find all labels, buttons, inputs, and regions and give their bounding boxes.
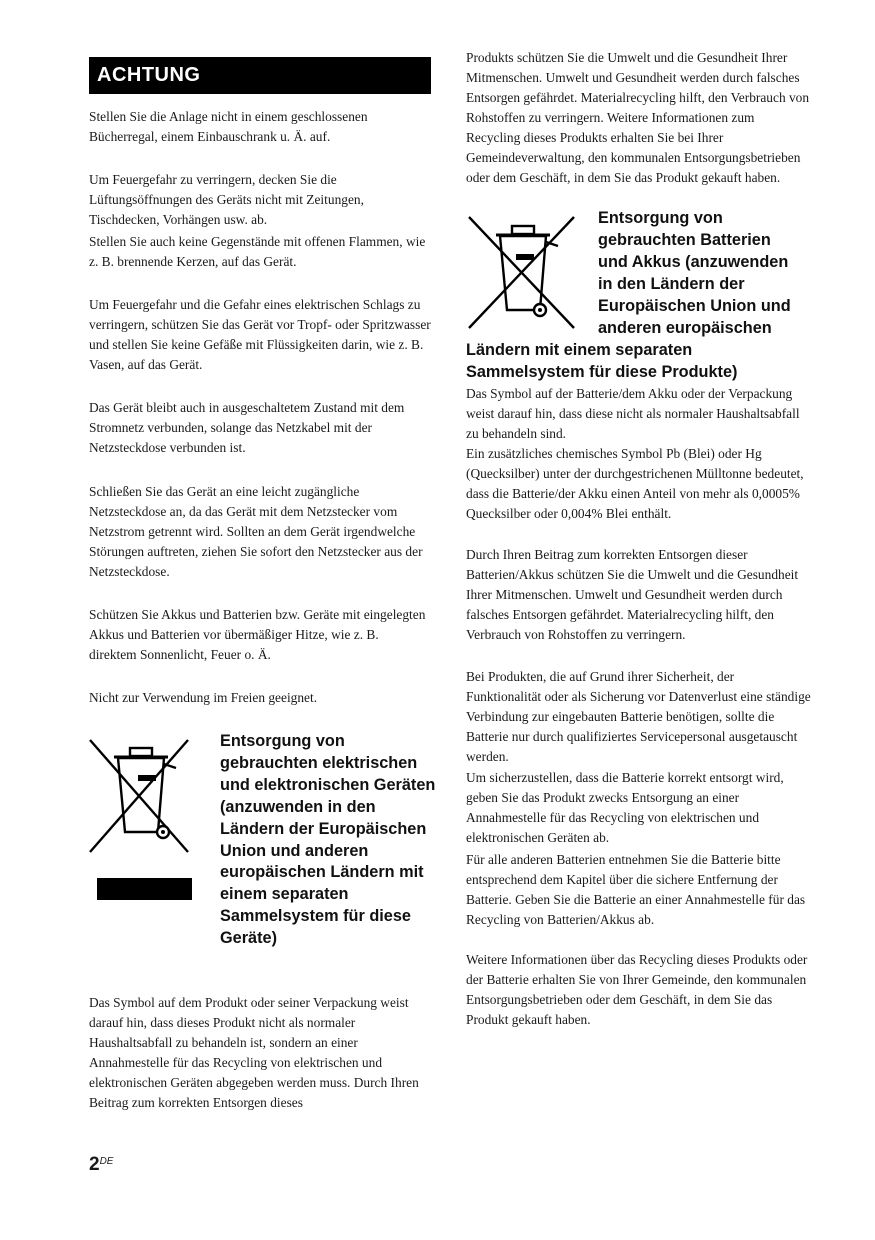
battery-paragraph-ensure: Um sicherzustellen, dass die Batterie korrekt entsorgt wird, geben Sie das Produkt zwecks Entsorgung an einer Annahmestelle für das Recycling von elektrischen und elektronischen Geräten ab. [466,770,784,845]
paragraph-water: Um Feuergefahr und die Gefahr eines elektrischen Schlags zu verringern, schützen Sie das Gerät vor Tropf- oder Spritzwasser und stellen Sie keine Gefäße mit Flüssigkeiten darin, wie z. B. Vasen, auf das Gerät. [89,297,431,372]
battery-paragraph-symbol: Das Symbol auf der Batterie/dem Akku oder der Verpackung weist darauf hin, dass diese nicht als normaler Haushaltsabfall zu behandeln sind. [466,386,800,441]
battery-heading-line-6: anderen europäischen [598,319,772,337]
battery-heading-line-8: Sammelsystem für diese Produkte) [466,363,738,381]
battery-heading-line-1: Entsorgung von [598,209,723,227]
paragraph-power-connection: Das Gerät bleibt auch in ausgeschaltetem Zustand mit dem Stromnetz verbunden, solange das Netzkabel mit der Netzsteckdose verbunden ist. [89,400,405,455]
paragraph-indoor-only: Nicht zur Verwendung im Freien geeignet. [89,690,318,705]
weee-heading: Entsorgung von gebrauchten elektrischen und elektronischen Geräten (anzuwenden in den Ländern der Europäischen Union und anderen europäischen Ländern mit einem separaten Sammelsystem für diese Geräte) [220,732,436,948]
achtung-header: ACHTUNG [89,57,431,94]
paragraph-ventilation: Um Feuergefahr zu verringern, decken Sie die Lüftungsöffnungen des Geräts nicht mit Zeitungen, Tischdecken, Vorhängen usw. ab. [89,172,364,227]
weee-black-bar [97,878,192,900]
battery-heading-line-4: in den Ländern der [598,275,745,293]
weee-crossed-bin-icon [88,738,192,856]
battery-paragraph-more-info: Weitere Informationen über das Recycling dieses Produkts oder der Batterie erhalten Sie von Ihrer Gemeinde, den kommunalen Entsorgungsbetrieben oder dem Geschäft, in dem Sie das Produkt gekauft haben. [466,952,808,1027]
battery-heading-line-2: gebrauchten Batterien [598,231,771,249]
battery-heading-line-3: und Akkus (anzuwenden [598,253,789,271]
battery-heading-line-5: Europäischen Union und [598,297,791,315]
paragraph-bookshelf: Stellen Sie die Anlage nicht in einem geschlossenen Bücherregal, einem Einbauschrank u. Ä. auf. [89,109,368,144]
battery-paragraph-disposal: Durch Ihren Beitrag zum korrekten Entsorgen dieser Batterien/Akkus schützen Sie die Umwelt und die Gesundheit Ihrer Mitmenschen. Umwelt und Gesundheit werden durch falsches Entsorgen gefährdet. Materialrecycling hilft, den Verbrauch von Rohstoffen zu verringern. [466,547,799,642]
battery-crossed-bin-icon [466,214,578,332]
paragraph-battery-heat: Schützen Sie Akkus und Batterien bzw. Geräte mit eingelegten Akkus und Batterien vor übermäßiger Hitze, wie z. B. direktem Sonnenlicht, Feuer o. Ä. [89,607,426,662]
page-language: DE [99,1156,114,1167]
page-number [89,1154,113,1176]
page-number-value: 2 [89,1154,100,1175]
battery-heading-line-7: Ländern mit einem separaten [466,341,693,359]
weee-text-continued: Produkts schützen Sie die Umwelt und die Gesundheit Ihrer Mitmenschen. Umwelt und Gesundheit werden durch falsches Entsorgen gefährdet. Materialrecycling hilft, den Verbrauch von Rohstoffen zu verringern. Weitere Informationen zum Recycling dieses Produkts erhalten Sie bei Ihrer Gemeindeverwaltung, den kommunalen Entsorgungsbetrieben oder dem Geschäft, in dem Sie das Produkt gekauft haben. [466,50,810,185]
paragraph-open-flames: Stellen Sie auch keine Gegenstände mit offenen Flammen, wie z. B. brennende Kerzen, auf das Gerät. [89,234,426,269]
battery-paragraph-other: Für alle anderen Batterien entnehmen Sie die Batterie bitte entsprechend dem Kapitel über die sichere Entfernung der Batterie. Geben Sie die Batterie an einer Annahmestelle für das Recycling von Batterien/Akkus ab. [466,852,806,927]
battery-paragraph-built-in: Bei Produkten, die auf Grund ihrer Sicherheit, der Funktionalität oder als Sicherung vor Datenverlust eine ständige Verbindung zur eingebauten Batterie benötigen, sollte die Batterie nur durch qualifiziertes Servicepersonal ausgetauscht werden. [466,669,811,764]
paragraph-outlet: Schließen Sie das Gerät an eine leicht zugängliche Netzsteckdose an, da das Gerät mit dem Netzstecker vom Netzstrom getrennt wird. Sollten an dem Gerät irgendwelche Störungen auftreten, ziehen Sie sofort den Netzstecker aus der Netzsteckdose. [89,484,423,579]
battery-paragraph-chemical: Ein zusätzliches chemisches Symbol Pb (Blei) oder Hg (Quecksilber) unter der durchgestrichenen Mülltonne bedeutet, dass die Batterie/der Akku einen Anteil von mehr als 0,0005% Quecksilber oder 0,004% Blei enthält. [466,446,804,521]
weee-text: Das Symbol auf dem Produkt oder seiner Verpackung weist darauf hin, dass dieses Produkt nicht als normaler Haushaltsabfall zu behandeln ist, sondern an einer Annahmestelle für das Recycling von elektrischen und elektronischen Geräten abgegeben werden muss. Durch Ihren Beitrag zum korrekten Entsorgen dieses [89,995,419,1110]
